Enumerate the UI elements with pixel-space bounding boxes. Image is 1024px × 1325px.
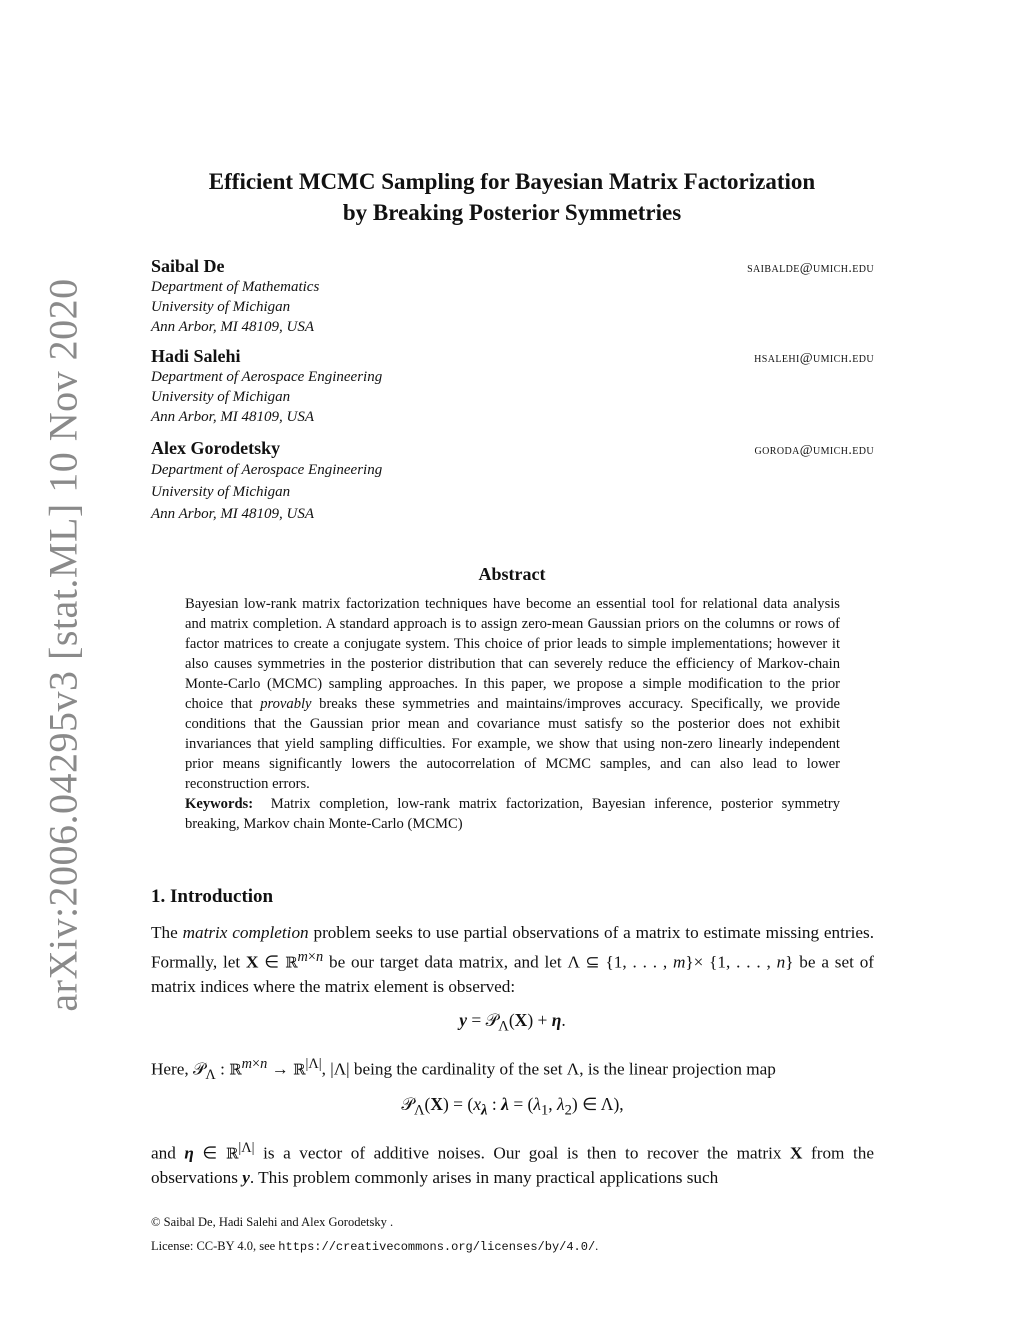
intro-paragraph-3: and η ∈ ℝ$^{|\Lambda|}$ is a vector of additive noises. Our goal is then to recover the matrix X from the observations y. This problem commonly arises in many practical applications such xyxy=(151,1140,874,1187)
license-text: . xyxy=(595,1239,599,1253)
body-text: and xyxy=(151,1143,176,1163)
intro-paragraph-2: Here, 𝒫$_\Lambda$ : ℝ$^{m\times n}$ → ℝ$^{|\Lambda|}$, |Λ| being the cardinality of the set Λ, is the linear projection map xyxy=(151,1056,776,1084)
keywords-text: Matrix completion, low-rank matrix factorization, Bayesian inference, posterior symmetry breaking, Markov chain Monte-Carlo (MCMC) xyxy=(185,796,840,832)
author-affiliation-line: Department of Aerospace Engineering xyxy=(151,369,383,385)
license-footnote xyxy=(151,1238,874,1255)
author-affiliation-line: Ann Arbor, MI 48109, USA xyxy=(151,319,315,335)
author-affiliation-line: Ann Arbor, MI 48109, USA xyxy=(151,409,315,425)
abstract-text: Bayesian low-rank matrix factorization techniques have become an essential tool for relational data analysis and matrix completion. A standard approach is to assign zero-mean Gaussian priors on the columns or rows of factor matrices to create a conjugate system. This choice of prior leads to simple implementations; however it also causes symmetries in the posterior distribution that can severely reduce the efficiency of Markov-chain Monte-Carlo (MCMC) sampling approaches. In this paper, we propose a simple modification to the prior choice that xyxy=(185,596,840,712)
author-block xyxy=(151,255,874,337)
body-text: being the cardinality of the set Λ, is the linear projection map xyxy=(353,1059,776,1079)
section-heading: 1. Introduction xyxy=(151,886,274,907)
equation-observation: y = 𝒫$_\Lambda$(X) + η. xyxy=(459,1010,566,1035)
arxiv-stamp: arXiv:2006.04295v3 [stat.ML] 10 Nov 2020 xyxy=(40,278,86,1012)
abstract-heading: Abstract xyxy=(478,564,546,584)
paper-title xyxy=(150,166,874,228)
title-line-2: by Breaking Posterior Symmetries xyxy=(342,200,682,225)
author-email[interactable]: saibalde@umich.edu xyxy=(747,261,874,276)
keywords-label: Keywords: xyxy=(185,796,254,812)
author-name: Alex Gorodetsky xyxy=(151,438,281,458)
body-text: The xyxy=(151,923,178,942)
author-name: Hadi Salehi xyxy=(151,346,241,366)
author-affiliation-line: Department of Aerospace Engineering xyxy=(151,462,383,478)
body-text: problem seeks to use partial observations of a matrix to estimate missing entries. Formally, let xyxy=(151,923,875,972)
author-affiliation-line: University of Michigan xyxy=(151,389,291,405)
title-line-1: Efficient MCMC Sampling for Bayesian Matrix Factorization xyxy=(208,169,816,194)
keywords xyxy=(185,794,840,834)
license-text: License: CC-BY 4.0, see xyxy=(151,1239,276,1253)
abstract-emphasis: provably xyxy=(260,696,312,712)
body-text: is a vector of additive noises. Our goal is then to recover the matrix xyxy=(263,1143,782,1163)
author-name: Saibal De xyxy=(151,256,225,276)
author-affiliation-line: Ann Arbor, MI 48109, USA xyxy=(151,506,315,522)
body-text: from the observations xyxy=(151,1143,874,1187)
author-block xyxy=(151,345,874,427)
license-link[interactable]: https://creativecommons.org/licenses/by/4.0/ xyxy=(278,1240,596,1254)
abstract-body xyxy=(185,594,840,834)
abstract-text: breaks these symmetries and maintains/improves accuracy. Specifically, we provide conditions that the Gaussian prior mean and covariance must satisfy so the posterior does not exhibit invariances that yield sampling difficulties. For example, we show that using non-zero linearly independent prior means significantly lowers the autocorrelation of MCMC samples, and can also lead to lower reconstruction errors. xyxy=(185,696,841,792)
author-affiliation-line: University of Michigan xyxy=(151,484,291,500)
author-block xyxy=(151,437,874,525)
body-text: be a set of matrix indices where the matrix element is observed: xyxy=(151,952,875,996)
author-email[interactable]: goroda@umich.edu xyxy=(754,443,874,458)
author-affiliation-line: University of Michigan xyxy=(151,299,291,315)
author-affiliation-line: Department of Mathematics xyxy=(151,279,320,295)
body-text: be our target data matrix, and let xyxy=(329,952,562,972)
emphasis: matrix completion xyxy=(182,923,309,942)
author-email[interactable]: hsalehi@umich.edu xyxy=(754,351,874,366)
copyright-footnote: © Saibal De, Hadi Salehi and Alex Gorodetsky . xyxy=(151,1215,394,1229)
body-text: . This problem commonly arises in many practical applications such xyxy=(249,1167,719,1187)
intro-paragraph-1: The matrix completion problem seeks to use partial observations of a matrix to estimate missing entries. Formally, let X ∈ ℝ$^{m\times n}$ be our target data matrix, and let Λ ⊆ {1, . . . , m}× {1, . . . , n} be a set of matrix indices where the matrix element is observed: xyxy=(151,923,875,996)
body-text: Here, xyxy=(151,1059,189,1079)
abstract-paragraph xyxy=(185,594,840,794)
equation-projection: 𝒫$_\Lambda$(X) = ($x_\lambda$ : $\lambda = (\lambda_1$, $\lambda_2$) ∈ Λ), xyxy=(401,1094,624,1119)
